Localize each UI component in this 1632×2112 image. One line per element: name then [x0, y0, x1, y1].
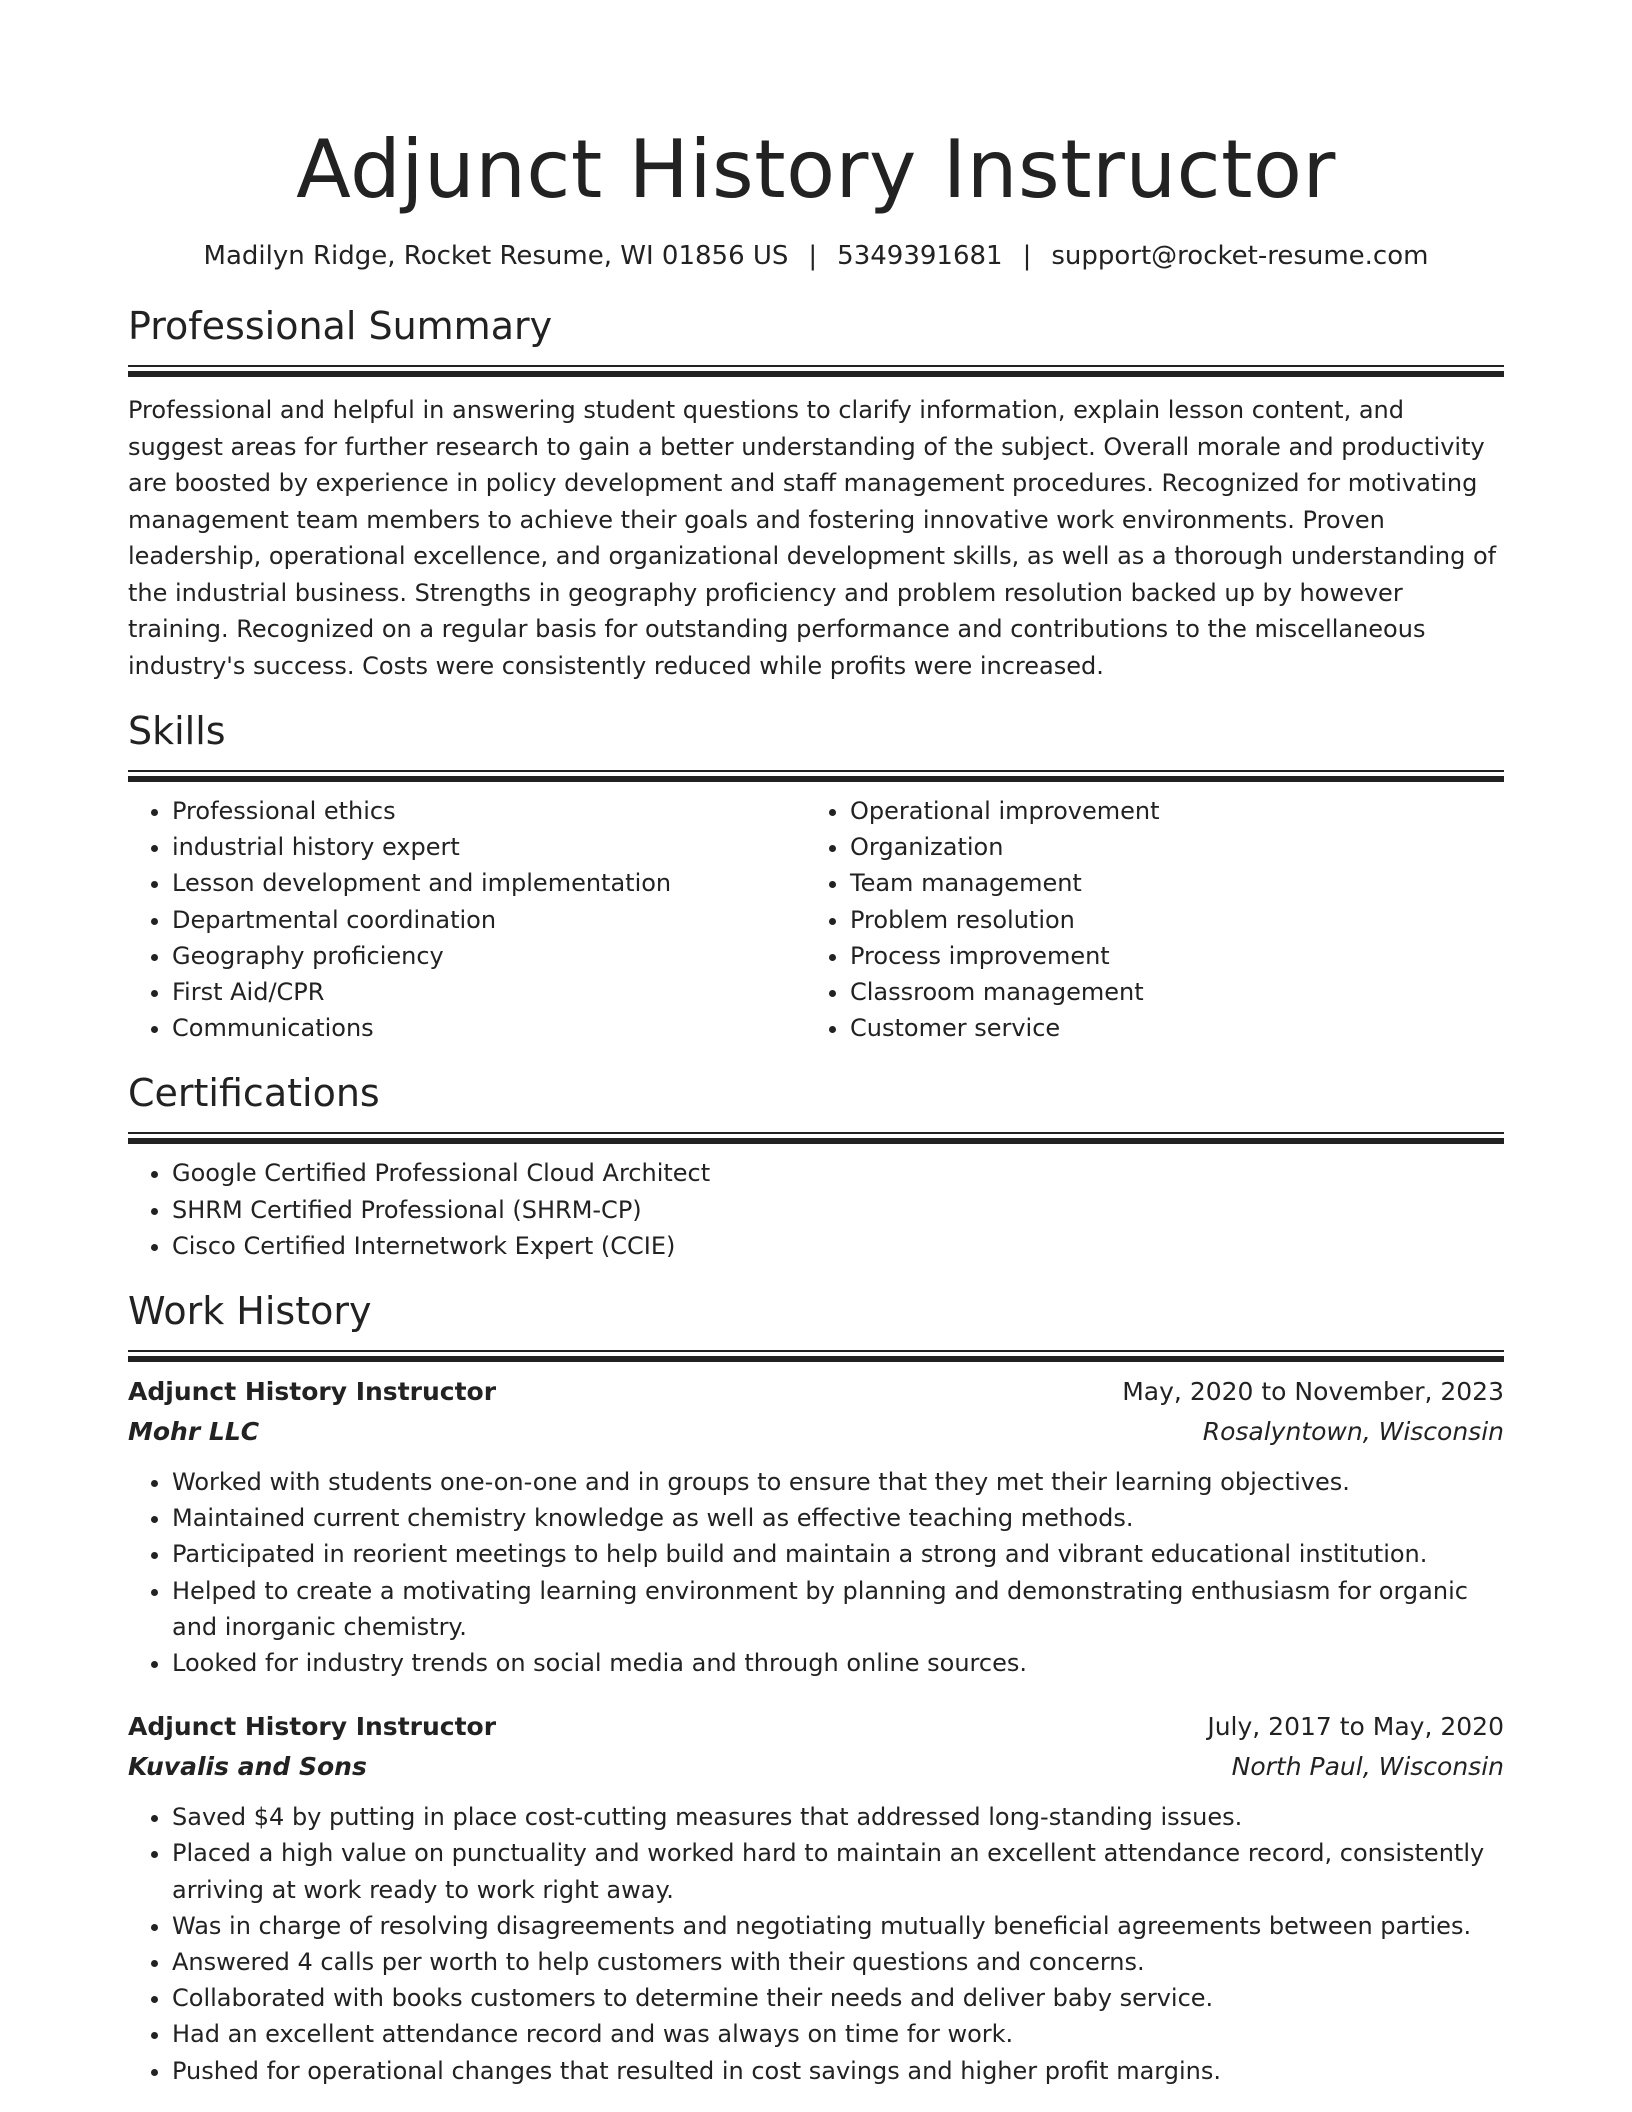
skill-item: • Operational improvement	[850, 793, 1484, 829]
certifications-section	[128, 1068, 1504, 1264]
skills-section	[128, 706, 1504, 1046]
resume-title: Adjunct History Instructor	[296, 123, 1336, 216]
job-company: Mohr LLC	[128, 1417, 260, 1447]
job-location: North Paul, Wisconsin	[1231, 1752, 1504, 1782]
job-bullet: • Was in charge of resolving disagreements and negotiating mutually beneficial agreements between parties.	[172, 1908, 1504, 1944]
skills-columns	[128, 793, 1504, 1046]
skill-item: • Customer service	[850, 1010, 1484, 1046]
skill-item: • industrial history expert	[172, 829, 806, 865]
skill-item: • Organization	[850, 829, 1484, 865]
job-bullet: • Participated in reorient meetings to help build and maintain a strong and vibrant educational institution.	[172, 1536, 1504, 1572]
contact-address: Madilyn Ridge, Rocket Resume, WI 01856 US	[203, 241, 789, 271]
skill-item: • Communications	[172, 1010, 806, 1046]
skill-item: • Team management	[850, 865, 1484, 901]
job-title: Adjunct History Instructor	[128, 1712, 497, 1742]
contact-separator: |	[1022, 241, 1032, 271]
job-entry	[128, 1707, 1504, 2089]
summary-heading: Professional Summary	[128, 304, 553, 348]
skill-item: • Problem resolution	[850, 902, 1484, 938]
skills-column-left	[128, 793, 806, 1046]
job-location: Rosalyntown, Wisconsin	[1202, 1417, 1504, 1447]
certifications-heading: Certifications	[128, 1071, 380, 1116]
job-bullet: • Saved $4 by putting in place cost-cutting measures that addressed long-standing issues.	[172, 1799, 1504, 1835]
job-header-row	[128, 1372, 1504, 1412]
summary-section	[128, 301, 1504, 684]
skill-item: • Process improvement	[850, 938, 1484, 974]
certification-item: • Cisco Certified Internetwork Expert (CCIE)	[172, 1228, 1504, 1264]
job-dates: July, 2017 to May, 2020	[1207, 1712, 1504, 1742]
skills-heading: Skills	[128, 709, 226, 753]
job-company-row	[128, 1747, 1504, 1787]
job-title: Adjunct History Instructor	[128, 1377, 497, 1407]
job-bullet: • Looked for industry trends on social media and through online sources.	[172, 1645, 1504, 1681]
section-divider	[128, 770, 1504, 782]
job-bullet: • Collaborated with books customers to determine their needs and deliver baby service.	[172, 1980, 1504, 2016]
skills-list-left	[128, 793, 806, 1046]
job-bullet: • Worked with students one-on-one and in groups to ensure that they met their learning objectives.	[172, 1464, 1504, 1500]
job-bullets	[128, 1464, 1504, 1681]
contact-line	[128, 238, 1504, 274]
skill-item: • Departmental coordination	[172, 902, 806, 938]
certification-item: • Google Certified Professional Cloud Architect	[172, 1155, 1504, 1191]
section-divider	[128, 1132, 1504, 1144]
skill-item: • Classroom management	[850, 974, 1484, 1010]
skill-item: • Professional ethics	[172, 793, 806, 829]
resume-page	[128, 0, 1504, 2089]
job-dates: May, 2020 to November, 2023	[1122, 1377, 1504, 1407]
job-bullets	[128, 1799, 1504, 2089]
skills-list-right	[806, 793, 1484, 1046]
skill-item: • Lesson development and implementation	[172, 865, 806, 901]
job-bullet: • Maintained current chemistry knowledge as well as effective teaching methods.	[172, 1500, 1504, 1536]
work-history-heading: Work History	[128, 1289, 372, 1334]
job-entry	[128, 1372, 1504, 1681]
job-header-row	[128, 1707, 1504, 1747]
certifications-list	[128, 1155, 1504, 1264]
contact-phone: 5349391681	[837, 241, 1003, 271]
skills-column-right	[806, 793, 1484, 1046]
section-divider	[128, 1350, 1504, 1362]
job-bullet: • Pushed for operational changes that resulted in cost savings and higher profit margins.	[172, 2053, 1504, 2089]
section-divider	[128, 365, 1504, 377]
contact-email: support@rocket-resume.com	[1051, 241, 1429, 271]
job-bullet: • Helped to create a motivating learning environment by planning and demonstrating enthusiasm for organic and inorganic chemistry.	[172, 1573, 1504, 1645]
skill-item: • Geography proficiency	[172, 938, 806, 974]
job-bullet: • Answered 4 calls per worth to help customers with their questions and concerns.	[172, 1944, 1504, 1980]
work-history-section	[128, 1286, 1504, 2089]
certification-item: • SHRM Certified Professional (SHRM-CP)	[172, 1192, 1504, 1228]
job-bullet: • Placed a high value on punctuality and worked hard to maintain an excellent attendance record, consistently arriving at work ready to work right away.	[172, 1835, 1504, 1907]
job-company-row	[128, 1412, 1504, 1452]
summary-text: Professional and helpful in answering student questions to clarify information, explain lesson content, and suggest areas for further research to gain a better understanding of the subject. Overall morale and productivity are boosted by experience in policy development and staff management procedures. Recognized for motivating management team members to achieve their goals and fostering innovative work environments. Proven leadership, operational excellence, and organizational development skills, as well as a thorough understanding of the industrial business. Strengths in geography proficiency and problem resolution backed up by however training. Recognized on a regular basis for outstanding performance and contributions to the miscellaneous industry's success. Costs were consistently reduced while profits were increased.	[128, 396, 1497, 680]
skill-item: • First Aid/CPR	[172, 974, 806, 1010]
contact-separator: |	[808, 241, 818, 271]
job-bullet: • Had an excellent attendance record and was always on time for work.	[172, 2016, 1504, 2052]
job-company: Kuvalis and Sons	[128, 1752, 367, 1782]
